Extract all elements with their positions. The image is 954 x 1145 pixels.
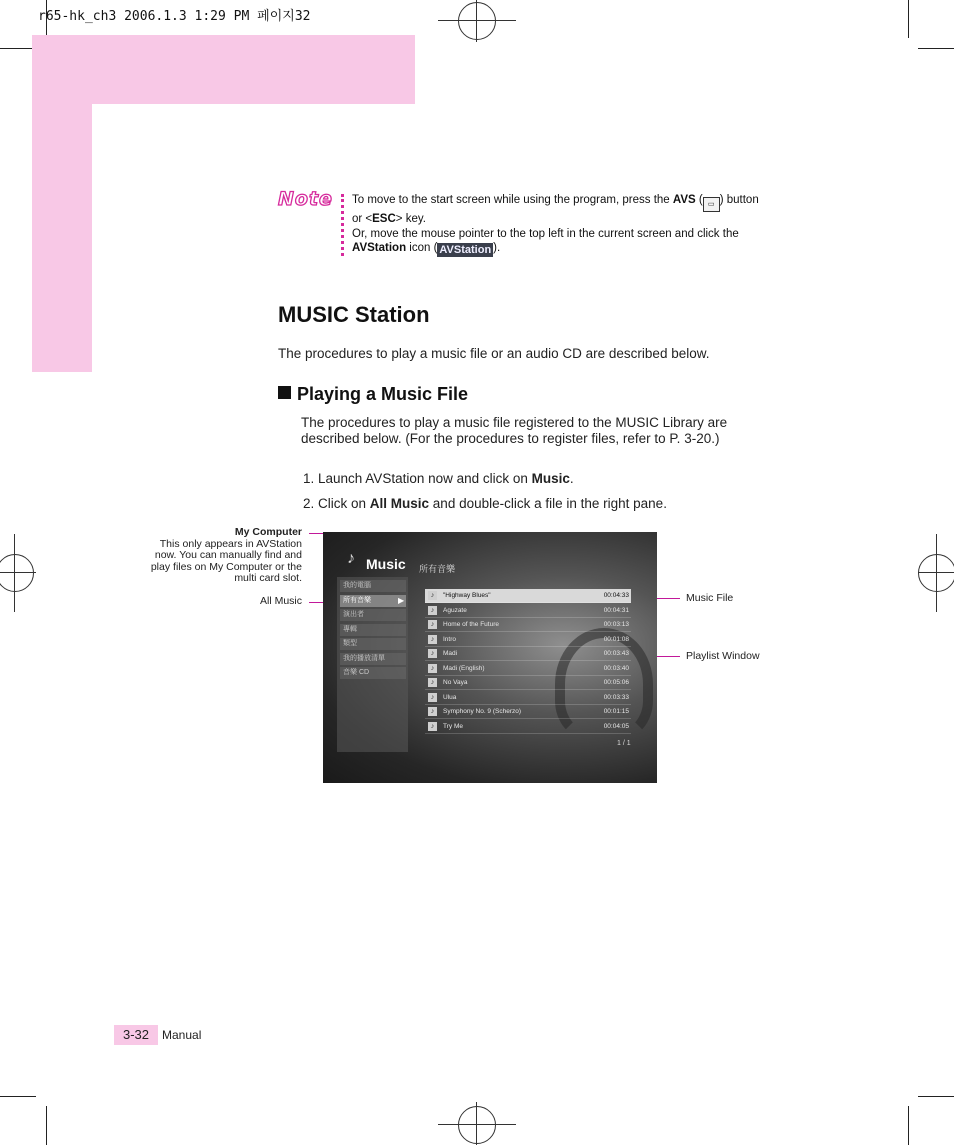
track-name: Home of the Future bbox=[443, 621, 499, 628]
crop-mark bbox=[0, 1096, 36, 1097]
music-file-icon: ♪ bbox=[428, 707, 437, 716]
registration-line bbox=[0, 572, 36, 573]
page-indicator: 1 / 1 bbox=[617, 740, 631, 747]
page-number: 3-32 bbox=[114, 1025, 158, 1045]
registration-line bbox=[476, 1102, 477, 1145]
registration-line bbox=[438, 20, 516, 21]
note-text: To move to the start screen while using the program, press the bbox=[352, 194, 673, 206]
note-text: Or, move the mouse pointer to the top left in the current screen and click the bbox=[352, 228, 739, 240]
section-title: MUSIC Station bbox=[278, 302, 430, 327]
playlist-window bbox=[425, 589, 631, 751]
track-row[interactable] bbox=[425, 589, 631, 603]
track-row[interactable] bbox=[425, 676, 631, 690]
track-name: Try Me bbox=[443, 722, 463, 730]
sidebar-item[interactable]: 類型 bbox=[340, 638, 406, 650]
note-text: ) button bbox=[719, 194, 759, 206]
registration-line bbox=[14, 534, 15, 612]
track-name: No Vaya bbox=[443, 679, 468, 686]
track-name: "Highway Blues" bbox=[443, 592, 491, 599]
step-1 bbox=[303, 471, 574, 486]
track-row[interactable] bbox=[425, 691, 631, 705]
track-row[interactable] bbox=[425, 662, 631, 676]
registration-line bbox=[936, 534, 937, 612]
note-text: > key. bbox=[395, 213, 426, 225]
pink-header-block bbox=[32, 35, 415, 104]
playlist-window-annotation: Playlist Window bbox=[686, 650, 760, 662]
track-duration: 00:04:33 bbox=[603, 592, 629, 599]
sidebar-item[interactable]: 演出者 bbox=[340, 609, 406, 621]
track-row[interactable] bbox=[425, 618, 631, 632]
note-line-1: To move to the start screen while using the program, press the AVS ( ▭ ) button or <ESC> key. bbox=[352, 194, 759, 225]
sidebar-item[interactable]: 所有音樂 bbox=[340, 595, 406, 607]
sidebar-item[interactable]: 音樂 CD bbox=[340, 667, 406, 679]
registration-line bbox=[438, 1124, 516, 1125]
square-bullet-icon bbox=[278, 386, 291, 399]
subsection-title bbox=[278, 384, 468, 405]
track-duration: 00:01:08 bbox=[603, 635, 629, 643]
track-name: Ulua bbox=[443, 693, 457, 701]
music-file-annotation: Music File bbox=[686, 592, 734, 604]
step-bold: All Music bbox=[369, 496, 430, 511]
track-name: Aguzate bbox=[443, 606, 467, 614]
esc-label: ESC bbox=[372, 213, 396, 225]
music-file-icon: ♪ bbox=[428, 649, 437, 658]
step-text: and double-click a file in the right pane. bbox=[429, 496, 667, 511]
music-file-icon: ♪ bbox=[428, 606, 437, 615]
track-row[interactable] bbox=[425, 647, 631, 661]
track-duration: 00:05:06 bbox=[603, 679, 629, 686]
note-logo: Note bbox=[278, 188, 333, 210]
sidebar-item[interactable]: 我的電腦 bbox=[340, 580, 406, 592]
registration-mark bbox=[0, 554, 34, 592]
registration-mark bbox=[458, 2, 496, 40]
sidebar-item[interactable]: 我的播放清單 bbox=[340, 653, 406, 665]
track-name: Madi (English) bbox=[443, 664, 485, 672]
track-row[interactable] bbox=[425, 705, 631, 719]
step-text: 2. Click on bbox=[303, 496, 370, 511]
section-intro: The procedures to play a music file or an audio CD are described below. bbox=[278, 346, 710, 361]
registration-line bbox=[476, 0, 477, 42]
avs-button-icon: ▭ bbox=[703, 197, 720, 212]
track-row[interactable] bbox=[425, 633, 631, 647]
crop-mark bbox=[908, 0, 909, 38]
avstation-label: AVStation bbox=[352, 242, 407, 254]
track-name: Intro bbox=[443, 635, 457, 643]
crop-mark bbox=[46, 1106, 47, 1145]
track-duration: 00:03:40 bbox=[603, 664, 629, 672]
annotation-text: play files on My Computer or the bbox=[150, 560, 302, 573]
annotation-text: now. You can manually find and bbox=[154, 549, 302, 561]
note-line-2 bbox=[352, 227, 772, 257]
crop-mark bbox=[918, 48, 954, 49]
step-2 bbox=[303, 496, 667, 511]
music-file-icon: ♪ bbox=[428, 722, 437, 731]
sidebar-item[interactable]: 專輯 bbox=[340, 624, 406, 636]
note-text: ). bbox=[493, 242, 501, 254]
track-name: Symphony No. 9 (Scherzo) bbox=[443, 708, 522, 715]
track-duration: 00:01:15 bbox=[603, 708, 629, 715]
track-duration: 00:04:05 bbox=[603, 722, 629, 730]
note-text: or < bbox=[352, 213, 373, 225]
footer-label: Manual bbox=[162, 1028, 202, 1042]
all-music-annotation: All Music bbox=[259, 595, 302, 607]
crop-mark bbox=[0, 48, 36, 49]
music-file-icon: ♪ bbox=[428, 678, 437, 687]
step-text: 1. Launch AVStation now and click on bbox=[303, 471, 532, 486]
note-dotted-rule bbox=[341, 194, 344, 256]
music-note-icon: ♪ bbox=[347, 550, 355, 567]
track-duration: 00:03:33 bbox=[603, 693, 629, 701]
step-bold: Music bbox=[531, 471, 570, 486]
avstation-icon: AVStation bbox=[439, 244, 492, 256]
screen-title: Music bbox=[366, 556, 406, 572]
subsection-paragraph: The procedures to play a music file registered to the MUSIC Library are described below. (For the procedures to register files, refer to P. 3-20.) bbox=[301, 415, 728, 446]
music-file-icon: ♪ bbox=[428, 693, 437, 702]
annotation-title: My Computer bbox=[234, 526, 302, 538]
annotation-text: This only appears in AVStation bbox=[159, 537, 302, 550]
track-row[interactable] bbox=[425, 720, 631, 734]
music-file-icon: ♪ bbox=[428, 591, 437, 600]
subsection-title-text: Playing a Music File bbox=[297, 384, 469, 404]
music-file-icon: ♪ bbox=[428, 635, 437, 644]
crop-mark bbox=[908, 1106, 909, 1145]
track-name: Madi bbox=[443, 650, 458, 657]
my-computer-annotation bbox=[140, 527, 302, 585]
track-duration: 00:03:43 bbox=[603, 650, 629, 657]
track-row[interactable] bbox=[425, 604, 631, 618]
music-file-icon: ♪ bbox=[428, 620, 437, 629]
print-header: r65-hk_ch3 2006.1.3 1:29 PM 페이지32 bbox=[38, 9, 311, 24]
registration-mark bbox=[458, 1106, 496, 1144]
music-file-icon: ♪ bbox=[428, 664, 437, 673]
track-duration: 00:03:13 bbox=[603, 621, 629, 628]
screen-path: 所有音樂 bbox=[419, 564, 456, 574]
step-text: . bbox=[569, 471, 574, 486]
expand-arrow-icon: ▶ bbox=[398, 595, 405, 605]
pink-margin-block bbox=[32, 104, 92, 372]
avstation-music-screenshot bbox=[323, 532, 657, 783]
annotation-text: multi card slot. bbox=[234, 572, 302, 584]
avs-label: AVS bbox=[672, 194, 696, 206]
note-text: icon ( bbox=[406, 242, 438, 254]
crop-mark bbox=[918, 1096, 954, 1097]
track-duration: 00:04:31 bbox=[603, 606, 629, 614]
